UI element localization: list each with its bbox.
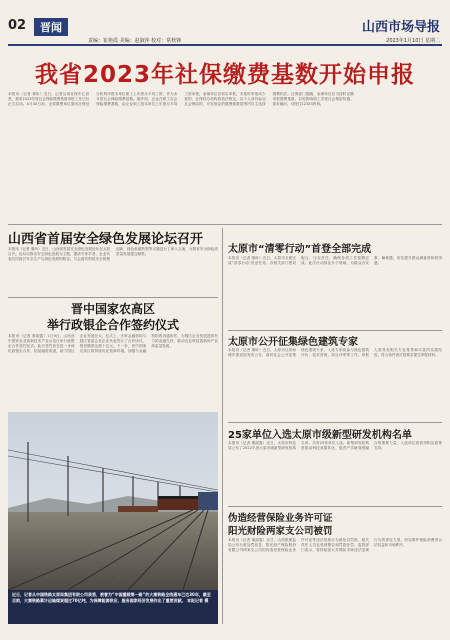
article3-headline: 太原市“清零行动”首登全部完成 xyxy=(228,244,372,255)
article1-headline: 山西省首届安全绿色发展论坛召开 xyxy=(8,232,204,247)
article2-headline-line2: 举行政银企合作签约仪式 xyxy=(46,318,179,332)
divider xyxy=(8,297,218,298)
article4-body: 本报讯（记者 秦昕）近日，太原市住房和城乡建设局发布公告，面向社会公开征集绿色建筑专家。入选专家将参与绿色建筑评价、技术咨询、项目评审等工作。申报人需具有相关专业背景和丰富的实践经验，符合条件者可按要求提交申报材料。 xyxy=(228,348,442,357)
header-rule xyxy=(8,44,442,46)
article6-body: 本报讯（记者 秦丽霞）近日，山西银保监局公布行政处罚信息，阳光财产保险股份有限公司两家支公司因伪造经营保险业务许可证等违法违规行为被处以罚款，相关责任人员也受到警告和罚款处罚。监管部门表示，将持续加大对保险市场违法违规行为的查处力度，切实维护保险消费者合法权益和市场秩序。 xyxy=(228,538,442,552)
divider xyxy=(228,422,442,423)
divider xyxy=(8,224,442,225)
lead-headline: 我省2023年社保缴费基数开始申报 xyxy=(34,62,415,88)
railway-photo xyxy=(8,412,218,590)
article4-headline: 太原市公开征集绿色建筑专家 xyxy=(228,337,358,348)
divider xyxy=(228,506,442,507)
article3-body: 本报讯（记者 秦昕）近日，太原市全面完成“清零行动”首登任务，各相关部门密切配合，压实责任，确保各项工作按期完成。此次行动涉及多个领域，为群众办实事、解难题，切实提升群众满意度和获得感。 xyxy=(228,256,442,265)
photo-caption: 近日，记者从中国铁路太原局集团有限公司获悉，被誉为“中国重载第一路”的大秦铁路全线通车已达30年，截至目前，大秦铁路累计运输煤炭超过70亿吨，为保障能源供应、服务国家经济发展作出了重要贡献。 本报记者 摄 xyxy=(8,590,218,624)
article1-body: 本报讯（记者 秦昕）近日，山西省首届安全绿色发展论坛在太原召开。论坛以推动安全绿色发展为主题，邀请专家学者、企业代表共同探讨安全生产与绿色发展的路径。与会嘉宾围绕安全管理创新、绿色低碳转型等议题进行了深入交流，为我省安全绿色高质量发展建言献策。 xyxy=(8,247,218,261)
page-number: 02 xyxy=(8,18,27,33)
article6-headline-line1: 伪造经营保险业务许可证 xyxy=(228,513,333,524)
article2-body: 本报讯（记者 秦丽霞）1月9日，山西晋中国家农业高新技术产业示范区举行政银企合作签约仪式。此次签约旨在进一步深化政银企合作，拓宽融资渠道，助力园区企业发展壮大。仪式上，多家金融机构与园区管委会及企业代表签订了合作协议，授信额度达数十亿元。下一步，晋中国家农高区将持续优化营商环境，加强与金融机构的沟通协作，为园区企业发展提供有力的金融支持，推动农业科技创新和产业高质量发展。 xyxy=(8,334,218,353)
divider xyxy=(228,330,442,331)
article5-body: 本报讯（记者 秦丽霞）近日，太原市科技局公布了2022年度太原市级新型研发机构名单，共有25家单位入选。新型研发机构是推动科技成果转化、促进产学研深度融合的重要力量，入选单位将获得相应政策支持。 xyxy=(228,441,442,450)
column-divider xyxy=(222,228,223,624)
section-badge: 晋闻 xyxy=(34,18,68,36)
article2-headline-line1: 晋中国家农高区 xyxy=(70,302,155,316)
railway-scene-image xyxy=(8,412,218,590)
editor-meta: 责编：崔艳霞 美编：赵淑萍 校对：常秋锋 xyxy=(88,38,182,44)
article5-headline: 25家单位入选太原市级新型研发机构名单 xyxy=(228,430,412,441)
lead-body: 本报讯（记者 秦昕）近日，记者从省社保中心获悉，我省2023年度社会保险缴费基数申报工作已经正式启动。4月30日前，全省缴费单位需向社保经办机构申报本单位职工上年度月平均工资，作为本年度社会保险缴费基数。据介绍，企业在职工社会保险缴费基数，由企业职工按本单位上年度月平均工资申报，参保单位应如实申报，未按时申报或少报的，社保经办机构将依法核定。以个人身份参加社会保险的，可在规定的缴费基数范围内自主选择缴费档次。社保部门提醒，参保单位应当按时足额申报缴费基数，以免影响职工享受社会保险待遇。如有疑问，可拨打12333咨询。 xyxy=(8,92,354,106)
page-header xyxy=(8,14,442,42)
issue-date: 2023年1月10日 星期二 xyxy=(386,38,440,44)
article6-headline-line2: 阳光财险两家支公司被罚 xyxy=(228,526,333,537)
paper-name: 山西市场导报 xyxy=(361,20,440,35)
